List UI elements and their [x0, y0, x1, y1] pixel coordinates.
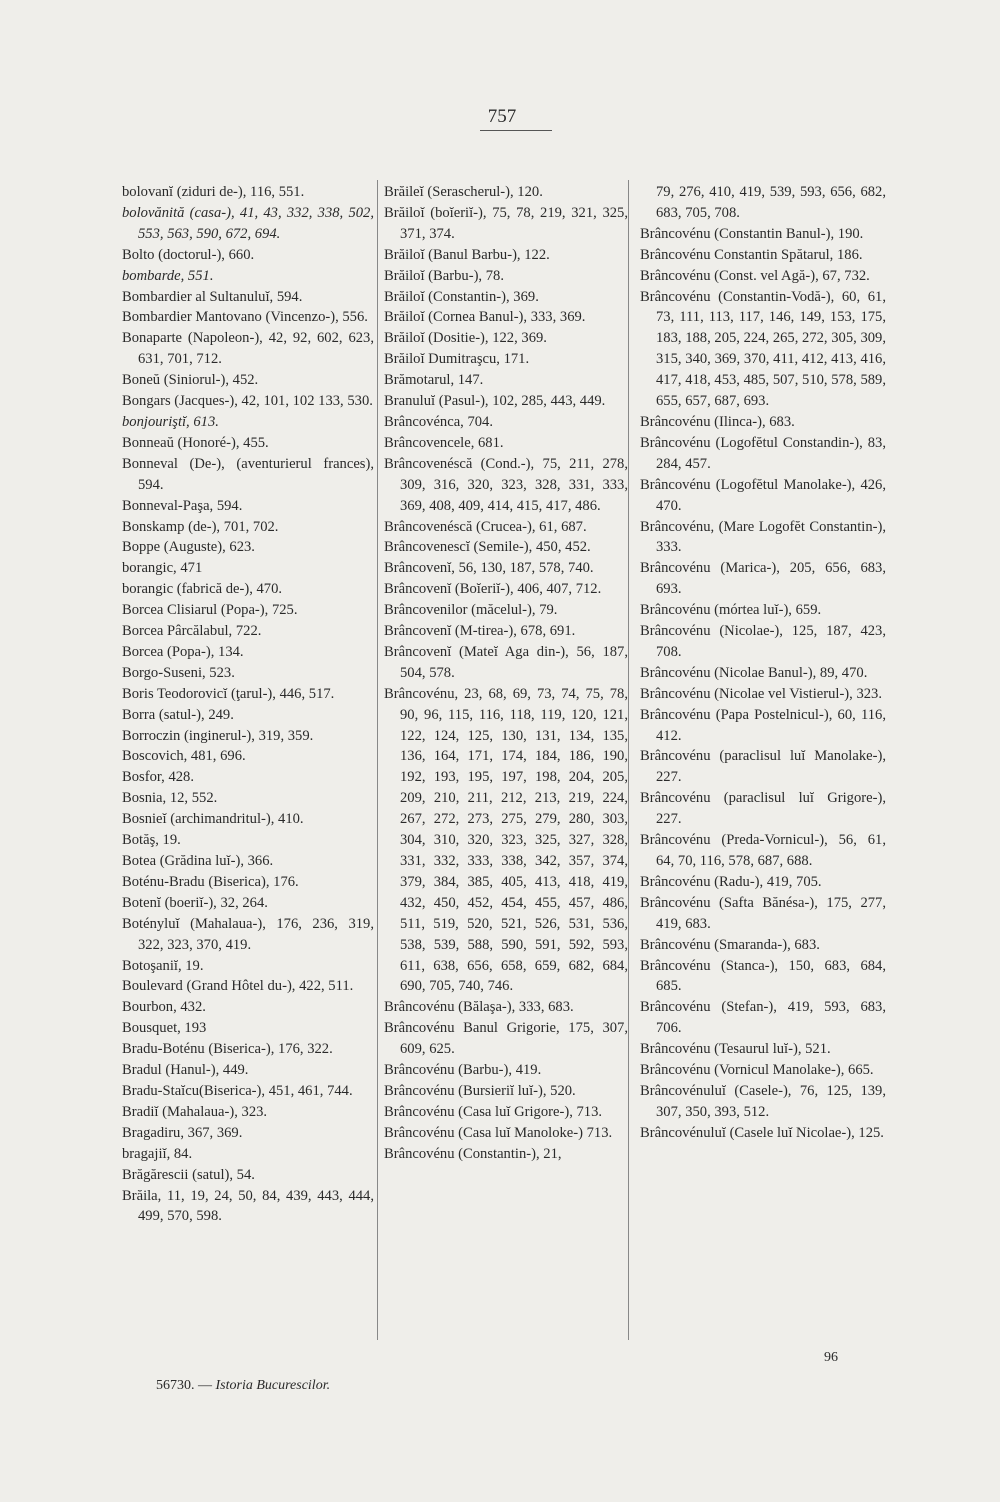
index-entry: Brâncovénu (Papa Postelnicul-), 60, 116, 412.	[640, 706, 886, 744]
index-entry: Brămotarul, 147.	[384, 372, 484, 389]
index-entry: Bonneval (De-), (aventurierul frances), 594.	[122, 455, 374, 493]
index-entry: Brâncovénuluĭ (Casele-), 76, 125, 139, 307, 350, 393, 512.	[640, 1082, 886, 1120]
index-entry: bolovănită (casa-), 41, 43, 332, 338, 502, 553, 563, 590, 672, 694.	[122, 204, 374, 242]
index-column-1	[122, 182, 374, 1227]
index-entry: Brâncovénu (mórtea luĭ-), 659.	[640, 602, 822, 619]
index-entry: Borgo-Suseni, 523.	[122, 664, 235, 681]
index-entry: Boulevard (Grand Hôtel du-), 422, 511.	[122, 978, 354, 995]
index-column-3	[640, 182, 886, 1144]
footer	[156, 1378, 330, 1394]
index-entry: Bosfor, 428.	[122, 769, 194, 786]
index-entry: Boneŭ (Siniorul-), 452.	[122, 372, 259, 389]
index-entry: Brăila, 11, 19, 24, 50, 84, 439, 443, 444, 499, 570, 598.	[122, 1187, 374, 1225]
index-entry: Bragadiru, 367, 369.	[122, 1124, 243, 1141]
index-entry: Brâncovénu (Nicolae Banul-), 89, 470.	[640, 664, 868, 681]
index-entry: Brâncovenĭ, 56, 130, 187, 578, 740.	[384, 560, 594, 577]
column-divider	[377, 180, 378, 1340]
index-entry: Bonneval-Paşa, 594.	[122, 497, 243, 514]
column-divider	[628, 180, 629, 1340]
index-entry: Bradu-Staĭcu(Biserica-), 451, 461, 744.	[122, 1082, 353, 1099]
index-entry: Brâncovénu (Stanca-), 150, 683, 684, 685.	[640, 957, 886, 995]
index-entry: Borra (satul-), 249.	[122, 706, 234, 723]
index-entry: Brâncovénu (Vornicul Manolake-), 665.	[640, 1062, 874, 1079]
index-entry: Borroczin (inginerul-), 319, 359.	[122, 727, 314, 744]
index-entry: Brâncovénu (Nicolae vel Vistierul-), 323.	[640, 685, 883, 702]
footer-title: Istoria Bucurescilor.	[215, 1378, 331, 1393]
index-entry: Bourbon, 432.	[122, 999, 206, 1016]
index-entry: Boppe (Auguste), 623.	[122, 539, 255, 556]
footer-code: 56730. —	[156, 1378, 216, 1393]
index-entry: Brăiloĭ (Barbu-), 78.	[384, 267, 504, 284]
index-entry: Bradiĭ (Mahalaua-), 323.	[122, 1103, 268, 1120]
index-entry: Brăiloĭ Dumitraşcu, 171.	[384, 351, 530, 368]
index-entry: Brâncovénu (Marica-), 205, 656, 683, 693.	[640, 560, 886, 598]
sheet-number: 96	[824, 1350, 838, 1365]
index-entry: Boscovich, 481, 696.	[122, 748, 246, 765]
index-entry: Brăiloĭ (Constantin-), 369.	[384, 288, 539, 305]
index-entry: Borcea (Popa-), 134.	[122, 643, 244, 660]
index-entry: Bolto (doctorul-), 660.	[122, 246, 255, 263]
index-entry: Borcea Pârcălabul, 722.	[122, 623, 262, 640]
index-entry: Brâncovénuluĭ (Casele luĭ Nicolae-), 125.	[640, 1124, 884, 1141]
index-entry: Brâncovénu (Ilinca-), 683.	[640, 413, 795, 430]
index-entry: Brăileĭ (Serascherul-), 120.	[384, 184, 543, 200]
index-entry: Brăiloĭ (Cornea Banul-), 333, 369.	[384, 309, 586, 326]
index-entry: Bonneaŭ (Honoré-), 455.	[122, 434, 269, 451]
index-entry: Brâncovénu (Smaranda-), 683.	[640, 936, 820, 953]
index-entry: Bosnia, 12, 552.	[122, 790, 218, 807]
index-entry: 79, 276, 410, 419, 539, 593, 656, 682, 683, 705, 708.	[656, 184, 886, 221]
index-entry: Brâncovenescĭ (Semile-), 450, 452.	[384, 539, 591, 556]
index-entry: Bosnieĭ (archimandritul-), 410.	[122, 811, 304, 828]
index-entry: Borcea Clisiarul (Popa-), 725.	[122, 602, 298, 619]
index-entry: bragajiĭ, 84.	[122, 1145, 193, 1162]
index-entry: Botényluĭ (Mahalaua-), 176, 236, 319, 322, 323, 370, 419.	[122, 915, 374, 953]
index-entry: Brâncovenilor (măcelul-), 79.	[384, 602, 558, 619]
page-number-rule	[480, 130, 552, 131]
index-entry: Brâncovénu (Logofĕtul Constandin-), 83, 284, 457.	[640, 434, 886, 472]
index-entry: Brâncovénu (Radu-), 419, 705.	[640, 873, 822, 890]
index-entry: Brâncovénu (Casa luĭ Manoloke-) 713.	[384, 1124, 613, 1141]
index-entry: Brăiloĭ (Dositie-), 122, 369.	[384, 330, 547, 347]
index-entry: Brâncovénu (paraclisul luĭ Grigore-), 227.	[640, 790, 886, 828]
index-entry: Brăiloĭ (Banul Barbu-), 122.	[384, 246, 550, 263]
index-entry: Brăgărescii (satul), 54.	[122, 1166, 255, 1183]
index-entry: Botea (Grădina luĭ-), 366.	[122, 853, 274, 869]
index-entry: Boris Teodorovicĭ (ţarul-), 446, 517.	[122, 685, 335, 702]
index-entry: Brâncovénu (Constantin-), 21,	[384, 1145, 562, 1162]
index-entry: Brâncovénu (paraclisul luĭ Manolake-), 227.	[640, 748, 886, 786]
index-entry: Botăş, 19.	[122, 832, 181, 849]
index-entry: Brâncovénca, 704.	[384, 413, 494, 430]
index-entry: Botenĭ (boeriĭ-), 32, 264.	[122, 894, 268, 911]
index-entry: Brâncovénu Constantin Spătarul, 186.	[640, 246, 863, 263]
index-entry: bonjouriştĭ, 613.	[122, 413, 219, 430]
index-entry: Brâncovénu (Stefan-), 419, 593, 683, 706.	[640, 999, 886, 1037]
index-entry: Brâncovénu (Preda-Vornicul-), 56, 61, 64, 70, 116, 578, 687, 688.	[640, 832, 886, 869]
index-entry: Brâncovenéscă (Crucea-), 61, 687.	[384, 518, 587, 535]
index-entry: Brâncovénu, (Mare Logofĕt Constantin-), 333.	[640, 518, 886, 556]
index-entry: borangic (fabrică de-), 470.	[122, 581, 283, 598]
index-entry: Brăiloĭ (boĭeriĭ-), 75, 78, 219, 321, 325, 371, 374.	[384, 204, 628, 242]
index-entry: Brâncovénu (Nicolae-), 125, 187, 423, 708.	[640, 623, 886, 660]
index-entry: Brâncovénu (Bălaşa-), 333, 683.	[384, 999, 574, 1016]
index-column-2	[384, 182, 628, 1165]
index-entry: Bonskamp (de-), 701, 702.	[122, 518, 279, 535]
index-entry: bolovanĭ (ziduri de-), 116, 551.	[122, 184, 305, 200]
index-entry: Brâncovenĭ (Boĭeriĭ-), 406, 407, 712.	[384, 581, 602, 598]
index-entry: Brâncovénu (Tesaurul luĭ-), 521.	[640, 1041, 831, 1058]
index-entry: Brâncovencele, 681.	[384, 434, 504, 451]
page-number: 757	[487, 106, 517, 127]
index-entry: Bonaparte (Napoleon-), 42, 92, 602, 623, 631, 701, 712.	[122, 330, 374, 368]
index-entry: Bousquet, 193	[122, 1020, 207, 1037]
index-entry: Bradu-Boténu (Biserica-), 176, 322.	[122, 1041, 333, 1058]
index-entry: Brâncovénu (Constantin-Vodă-), 60, 61, 73, 111, 113, 117, 146, 149, 153, 175, 183, 188, 205, 224, 265, 272, 305, 309, 315, 340, 369, 370, 411, 412, 413, 416, 417, 418, 453, 485, 507, 510, 578, 589, 655, 657, 687, 693.	[640, 288, 886, 410]
index-entry: Brâncovénu (Casa luĭ Grigore-), 713.	[384, 1103, 603, 1120]
index-entry: Bongars (Jacques-), 42, 101, 102 133, 530.	[122, 393, 373, 410]
index-entry: Brâncovénu (Constantin Banul-), 190.	[640, 225, 864, 242]
index-entry: Branuluĭ (Pasul-), 102, 285, 443, 449.	[384, 393, 606, 410]
index-entry: Brâncovénu (Logofĕtul Manolake-), 426, 470.	[640, 476, 886, 514]
index-entry: Boténu-Bradu (Biserica), 176.	[122, 873, 299, 890]
index-entry: Botoşaniĭ, 19.	[122, 957, 204, 974]
index-entry: borangic, 471	[122, 560, 203, 577]
index-entry: Brâncovénu (Bursieriĭ luĭ-), 520.	[384, 1082, 576, 1099]
index-entry: Brâncovenĭ (Mateĭ Aga din-), 56, 187, 504, 578.	[384, 643, 628, 681]
index-entry: Bombardier Mantovano (Vincenzo-), 556.	[122, 309, 368, 326]
index-entry: Bombardier al Sultanuluĭ, 594.	[122, 288, 303, 305]
index-entry: Bradul (Hanul-), 449.	[122, 1062, 249, 1079]
index-entry: Brâncovénu (Barbu-), 419.	[384, 1062, 542, 1079]
index-entry: Brâncovénu (Safta Bănésa-), 175, 277, 419, 683.	[640, 894, 886, 932]
index-entry: bombarde, 551.	[122, 267, 214, 284]
index-entry: Brâncovénu (Const. vel Agă-), 67, 732.	[640, 267, 870, 284]
index-entry: Brâncovenéscă (Cond.-), 75, 211, 278, 309, 316, 320, 323, 328, 331, 333, 369, 408, 409, 414, 415, 417, 486.	[384, 455, 628, 514]
index-entry: Brâncovénu, 23, 68, 69, 73, 74, 75, 78, 90, 96, 115, 116, 118, 119, 120, 121, 122, 124, 125, 130, 131, 134, 135, 136, 164, 171, 174, 184, 186, 190, 192, 193, 195, 197, 198, 204, 205, 209, 210, 211, 212, 213, 219, 224, 267, 272, 273, 275, 279, 280, 303, 304, 310, 320, 323, 325, 327, 328, 331, 332, 333, 338, 342, 357, 374, 379, 384, 385, 405, 413, 418, 419, 432, 450, 452, 454, 455, 457, 486, 511, 519, 520, 521, 526, 531, 536, 538, 539, 588, 590, 591, 592, 593, 611, 638, 656, 658, 659, 682, 684, 690, 705, 740, 746.	[384, 685, 628, 995]
index-entry: Brâncovenĭ (M-tirea-), 678, 691.	[384, 623, 576, 640]
index-entry: Brâncovénu Banul Grigorie, 175, 307, 609, 625.	[384, 1020, 628, 1058]
